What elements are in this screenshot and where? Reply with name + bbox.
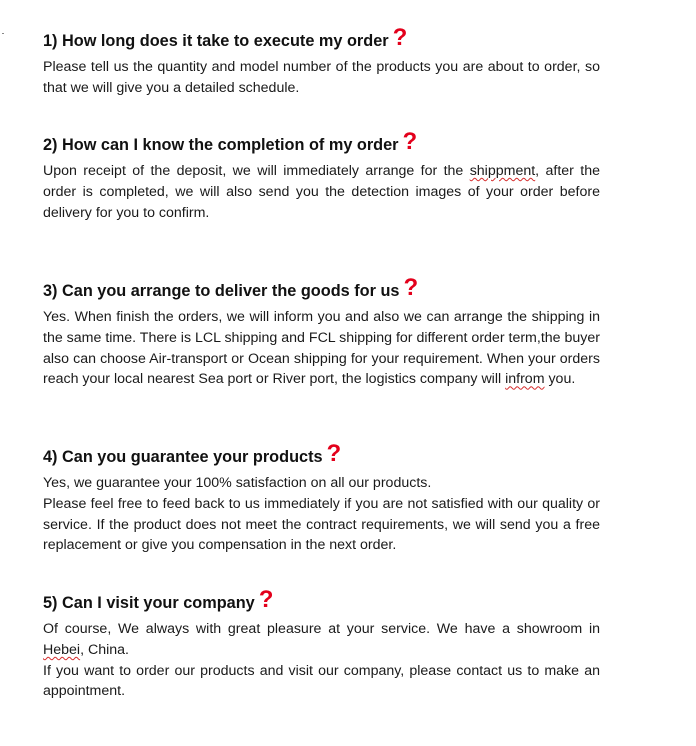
question-mark-icon: ?	[326, 440, 342, 467]
question-mark-icon: ?	[258, 586, 274, 613]
faq-item-1	[43, 24, 600, 99]
faq-question-5: 5) Can I visit your company ?	[43, 586, 274, 613]
faq-answer-3: Yes. When finish the orders, we will inform you and also we can arrange the shipping in the same time. There is LCL shipping and FCL shipping for different order term,the buyer also can choose Air-transport or Ocean shipping for your requirement. When your orders reach your local nearest Sea port or River port, the logistics company will infrom you.	[43, 309, 600, 388]
faq-answer-4: Yes, we guarantee your 100% satisfaction on all our products. Please feel free to feed back to us immediately if you are not satisfied with our quality or service. If the product does not meet the contract requirements, we will send you a free replacement or give you compensation in the next order.	[43, 475, 600, 554]
spellcheck-flag: Hebei	[43, 641, 81, 658]
faq-item-4	[43, 440, 600, 556]
question-mark-icon: ?	[392, 24, 408, 51]
margin-mark	[2, 33, 4, 34]
faq-answer-1: Please tell us the quantity and model number of the products you are about to order, so that we will give you a detailed schedule.	[43, 59, 600, 96]
faq-question-3: 3) Can you arrange to deliver the goods for us ?	[43, 274, 419, 301]
faq-question-1: 1) How long does it take to execute my order ?	[43, 24, 408, 51]
faq-question-2: 2) How can I know the completion of my order ?	[43, 128, 418, 155]
faq-question-4: 4) Can you guarantee your products ?	[43, 440, 342, 467]
question-mark-icon: ?	[403, 274, 419, 301]
question-mark-icon: ?	[402, 128, 418, 155]
spellcheck-flag: infrom	[505, 371, 545, 388]
spellcheck-flag: shippment	[469, 163, 536, 179]
faq-answer-5: Of course, We always with great pleasure at your service. We have a showroom in Hebei, China. If you want to order our products and visit our company, please contact us to make an appointment.	[43, 621, 600, 700]
faq-item-3	[43, 274, 600, 390]
faq-answer-2: Upon receipt of the deposit, we will immediately arrange for the shippment, after the order is completed, we will also send you the detection images of your order before delivery for you to confirm.	[43, 163, 600, 221]
faq-item-2	[43, 128, 600, 223]
faq-item-5	[43, 586, 600, 702]
